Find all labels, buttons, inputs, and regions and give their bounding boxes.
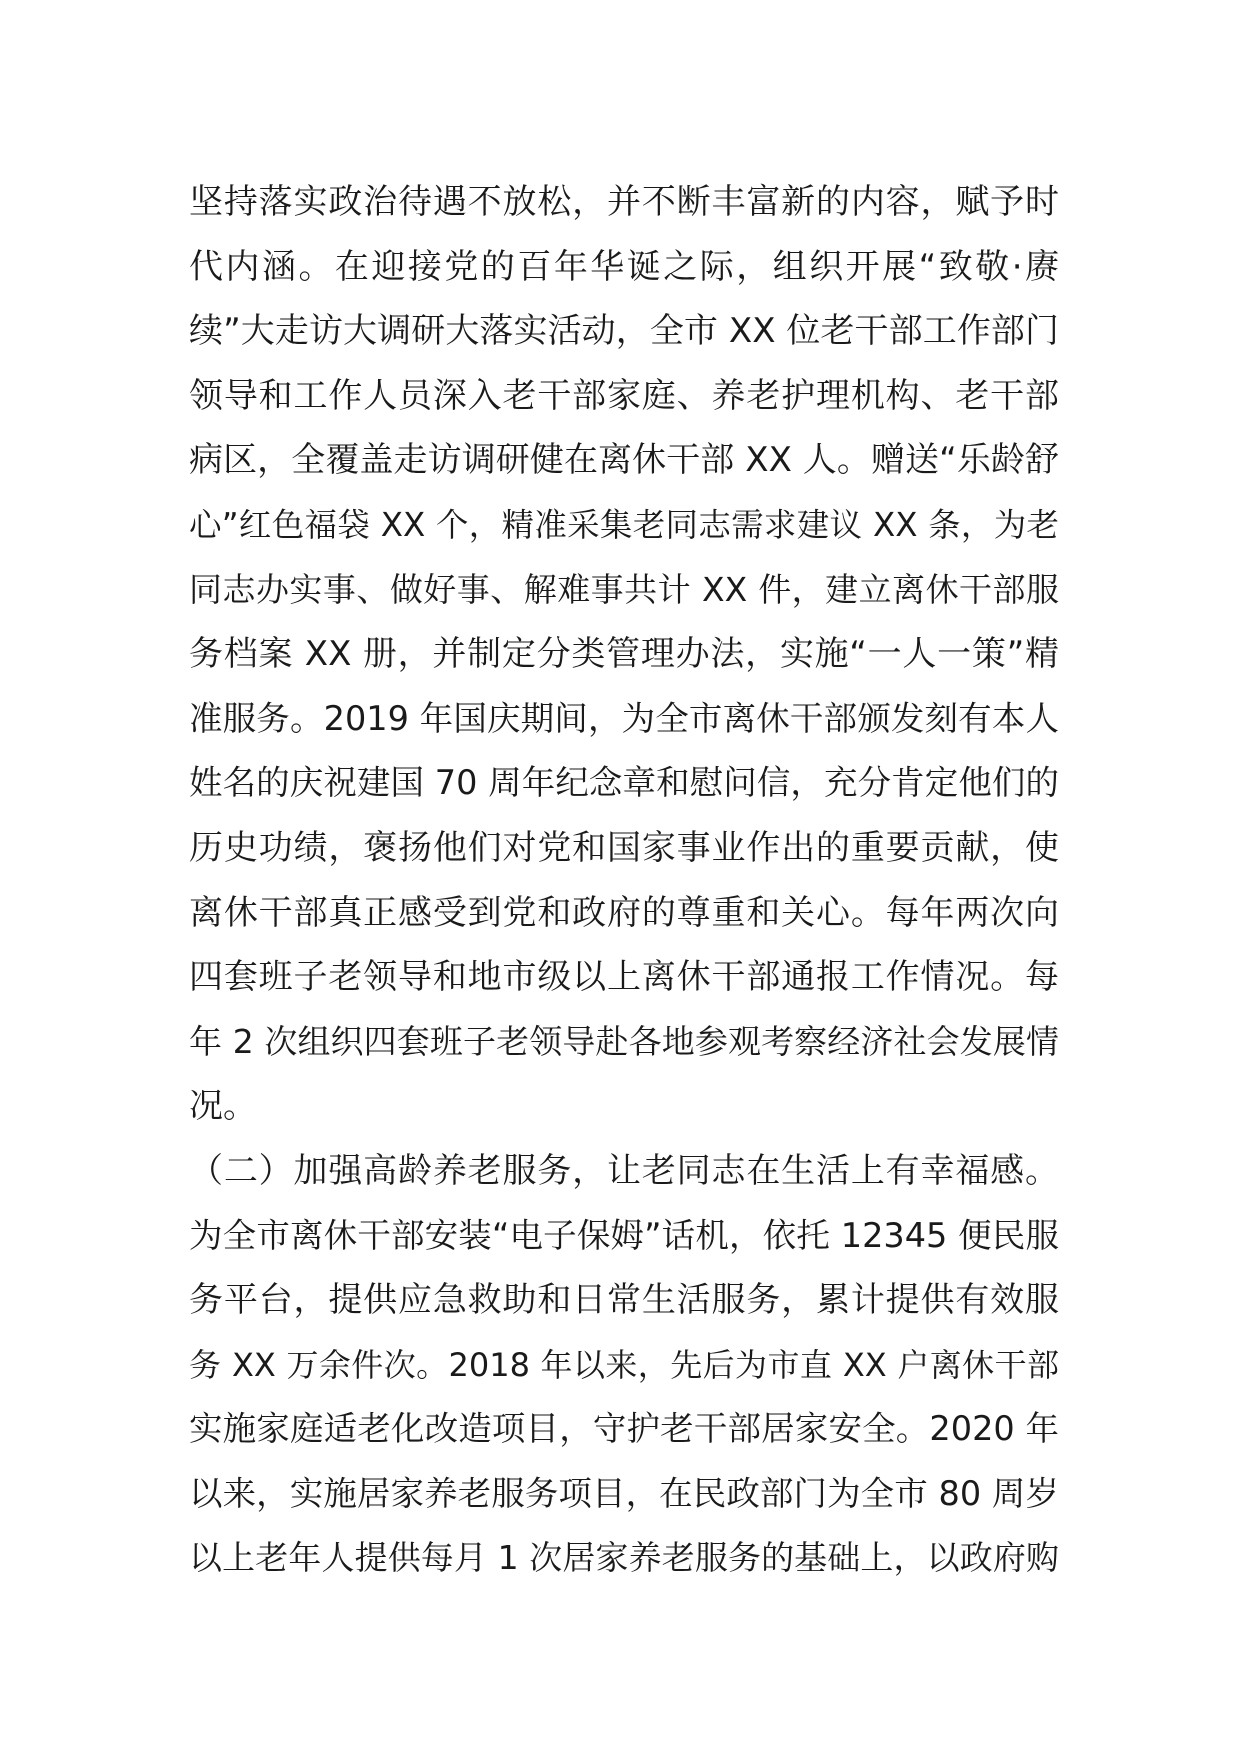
text-line: 年 2 次组织四套班子老领导赴各地参观考察经济社会发展情 [189, 1021, 1059, 1061]
text-line: 为全市离休干部安装“电子保姆”话机，依托 12345 便民服 [189, 1215, 1059, 1255]
text-line: 代内涵。在迎接党的百年华诞之际，组织开展“致敬·赓 [189, 246, 1059, 287]
body-text [189, 170, 1059, 1591]
text-line: 以上老年人提供每月 1 次居家养老服务的基础上，以政府购 [189, 1538, 1059, 1578]
text-line: 心”红色福袋 XX 个，精准采集老同志需求建议 XX 条，为老 [189, 505, 1059, 544]
text-line: 病区，全覆盖走访调研健在离休干部 XX 人。赠送“乐龄舒 [189, 440, 1059, 481]
text-line: 姓名的庆祝建国 70 周年纪念章和慰问信，充分肯定他们的 [189, 763, 1059, 803]
text-line: 准服务。2019 年国庆期间，为全市离休干部颁发刻有本人 [189, 698, 1059, 738]
text-line: 况。 [189, 1086, 257, 1127]
text-line: 离休干部真正感受到党和政府的尊重和关心。每年两次向 [189, 892, 1059, 933]
text-line: 历史功绩，褒扬他们对党和国家事业作出的重要贡献，使 [189, 827, 1059, 868]
text-line: 务 XX 万余件次。2018 年以来，先后为市直 XX 户离休干部 [189, 1345, 1059, 1384]
section-heading: （二）加强高龄养老服务，让老同志在生活上有幸福感。 [189, 1150, 1059, 1191]
text-line: 四套班子老领导和地市级以上离休干部通报工作情况。每 [189, 957, 1059, 998]
text-line: 务平台，提供应急救助和日常生活服务，累计提供有效服 [189, 1280, 1059, 1321]
text-line: 实施家庭适老化改造项目，守护老干部居家安全。2020 年 [189, 1409, 1059, 1449]
text-line: 领导和工作人员深入老干部家庭、养老护理机构、老干部 [189, 375, 1059, 416]
text-line: 续”大走访大调研大落实活动，全市 XX 位老干部工作部门 [189, 311, 1059, 352]
text-line: 同志办实事、做好事、解难事共计 XX 件，建立离休干部服 [189, 569, 1059, 609]
text-line: 务档案 XX 册，并制定分类管理办法，实施“一人一策”精 [189, 634, 1059, 675]
text-line: 坚持落实政治待遇不放松，并不断丰富新的内容，赋予时 [189, 182, 1059, 222]
text-line: 以来，实施居家养老服务项目，在民政部门为全市 80 周岁 [189, 1473, 1059, 1513]
